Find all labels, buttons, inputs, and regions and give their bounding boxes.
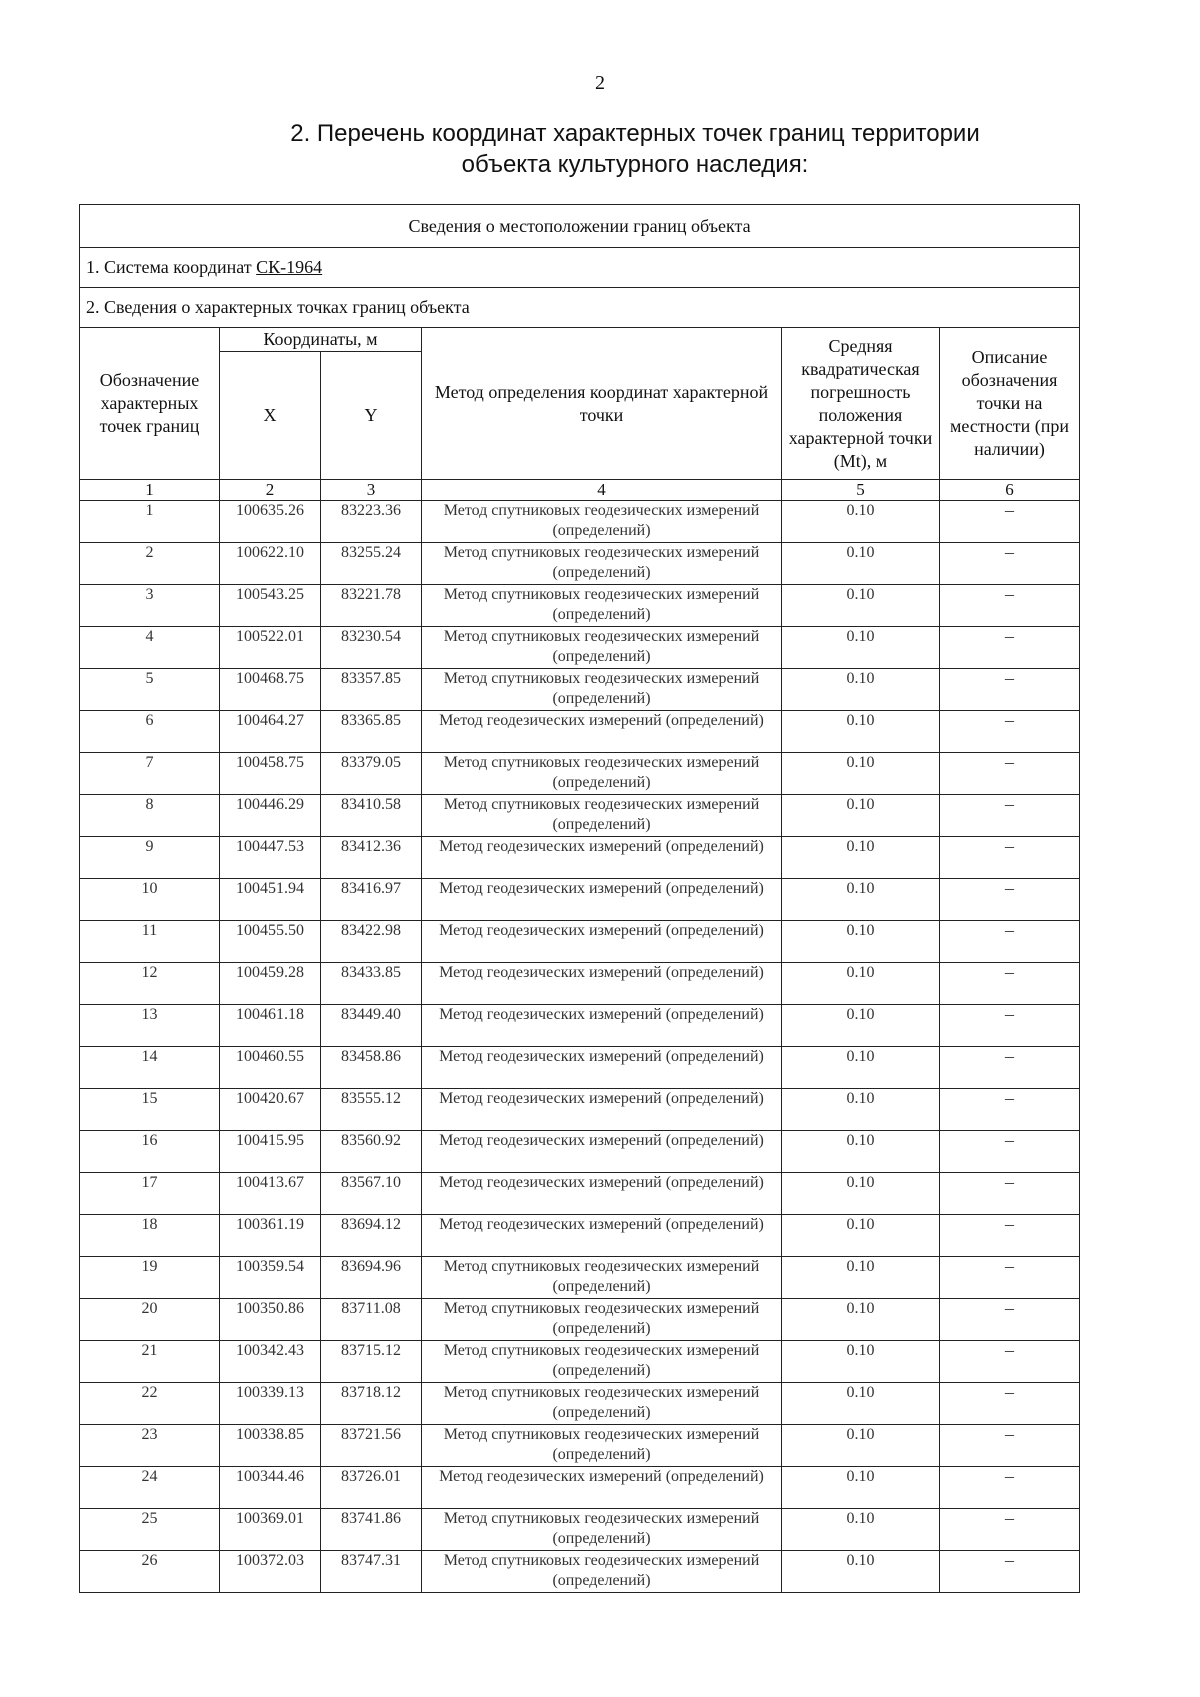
y-coordinate-cell: 83458.86: [321, 1047, 422, 1089]
error-cell: 0.10: [782, 1047, 940, 1089]
header-designation: Обозначение характерных точек границ: [80, 328, 220, 480]
point-number-cell: 26: [80, 1551, 220, 1593]
point-number-cell: 24: [80, 1467, 220, 1509]
description-cell: –: [940, 1299, 1080, 1341]
x-coordinate-cell: 100447.53: [220, 837, 321, 879]
x-coordinate-cell: 100350.86: [220, 1299, 321, 1341]
page-number: 2: [595, 72, 605, 94]
method-cell: Метод геодезических измерений (определений): [422, 921, 782, 963]
method-cell: Метод спутниковых геодезических измерений (определений): [422, 627, 782, 669]
table-row: [80, 1425, 1080, 1467]
y-coordinate-cell: 83721.56: [321, 1425, 422, 1467]
x-coordinate-cell: 100420.67: [220, 1089, 321, 1131]
error-cell: 0.10: [782, 1215, 940, 1257]
y-coordinate-cell: 83711.08: [321, 1299, 422, 1341]
point-number-cell: 18: [80, 1215, 220, 1257]
y-coordinate-cell: 83747.31: [321, 1551, 422, 1593]
method-cell: Метод геодезических измерений (определений): [422, 1215, 782, 1257]
description-cell: –: [940, 1551, 1080, 1593]
section-header: Сведения о местоположении границ объекта: [80, 205, 1080, 248]
description-cell: –: [940, 501, 1080, 543]
method-cell: Метод спутниковых геодезических измерений (определений): [422, 1425, 782, 1467]
error-cell: 0.10: [782, 837, 940, 879]
y-coordinate-cell: 83230.54: [321, 627, 422, 669]
error-cell: 0.10: [782, 1089, 940, 1131]
point-number-cell: 15: [80, 1089, 220, 1131]
point-number-cell: 3: [80, 585, 220, 627]
column-number: 5: [782, 480, 940, 501]
header-error: Средняя квадратическая погрешность положения характерной точки (Mt), м: [782, 328, 940, 480]
table-row: [80, 921, 1080, 963]
description-cell: –: [940, 711, 1080, 753]
method-cell: Метод геодезических измерений (определений): [422, 1131, 782, 1173]
x-coordinate-cell: 100522.01: [220, 627, 321, 669]
table-row: [80, 1467, 1080, 1509]
error-cell: 0.10: [782, 1173, 940, 1215]
point-number-cell: 21: [80, 1341, 220, 1383]
error-cell: 0.10: [782, 1131, 940, 1173]
y-coordinate-cell: 83255.24: [321, 543, 422, 585]
column-number: 2: [220, 480, 321, 501]
point-number-cell: 13: [80, 1005, 220, 1047]
x-coordinate-cell: 100460.55: [220, 1047, 321, 1089]
error-cell: 0.10: [782, 1467, 940, 1509]
method-cell: Метод спутниковых геодезических измерений (определений): [422, 1383, 782, 1425]
y-coordinate-cell: 83560.92: [321, 1131, 422, 1173]
description-cell: –: [940, 1047, 1080, 1089]
y-coordinate-cell: 83223.36: [321, 501, 422, 543]
method-cell: Метод спутниковых геодезических измерений (определений): [422, 1341, 782, 1383]
error-cell: 0.10: [782, 1509, 940, 1551]
x-coordinate-cell: 100372.03: [220, 1551, 321, 1593]
x-coordinate-cell: 100635.26: [220, 501, 321, 543]
x-coordinate-cell: 100543.25: [220, 585, 321, 627]
column-number-row: [80, 480, 1080, 501]
column-number: 3: [321, 480, 422, 501]
error-cell: 0.10: [782, 879, 940, 921]
document-title-line-1: 2. Перечень координат характерных точек границ территории: [290, 120, 980, 147]
table-row: [80, 879, 1080, 921]
y-coordinate-cell: 83410.58: [321, 795, 422, 837]
point-number-cell: 9: [80, 837, 220, 879]
header-x: X: [220, 352, 321, 480]
table-row: [80, 669, 1080, 711]
method-cell: Метод геодезических измерений (определений): [422, 1467, 782, 1509]
description-cell: –: [940, 795, 1080, 837]
method-cell: Метод спутниковых геодезических измерений (определений): [422, 669, 782, 711]
column-number: 6: [940, 480, 1080, 501]
y-coordinate-cell: 83726.01: [321, 1467, 422, 1509]
method-cell: Метод спутниковых геодезических измерений (определений): [422, 543, 782, 585]
table-row: [80, 543, 1080, 585]
error-cell: 0.10: [782, 1257, 940, 1299]
table-row: [80, 1173, 1080, 1215]
description-cell: –: [940, 1089, 1080, 1131]
error-cell: 0.10: [782, 711, 940, 753]
table-row: [80, 711, 1080, 753]
document-title: [260, 118, 1010, 180]
y-coordinate-cell: 83433.85: [321, 963, 422, 1005]
table-row: [80, 627, 1080, 669]
table-row: [80, 585, 1080, 627]
error-cell: 0.10: [782, 1299, 940, 1341]
table-row: [80, 1047, 1080, 1089]
method-cell: Метод спутниковых геодезических измерений (определений): [422, 1551, 782, 1593]
method-cell: Метод спутниковых геодезических измерений (определений): [422, 1509, 782, 1551]
point-number-cell: 23: [80, 1425, 220, 1467]
x-coordinate-cell: 100459.28: [220, 963, 321, 1005]
description-cell: –: [940, 753, 1080, 795]
method-cell: Метод спутниковых геодезических измерений (определений): [422, 795, 782, 837]
error-cell: 0.10: [782, 543, 940, 585]
header-method: Метод определения координат характерной точки: [422, 328, 782, 480]
description-cell: –: [940, 1341, 1080, 1383]
x-coordinate-cell: 100413.67: [220, 1173, 321, 1215]
error-cell: 0.10: [782, 1551, 940, 1593]
coordinate-system-label: 1. Система координат: [86, 257, 257, 277]
x-coordinate-cell: 100461.18: [220, 1005, 321, 1047]
error-cell: 0.10: [782, 795, 940, 837]
x-coordinate-cell: 100468.75: [220, 669, 321, 711]
x-coordinate-cell: 100464.27: [220, 711, 321, 753]
method-cell: Метод спутниковых геодезических измерений (определений): [422, 585, 782, 627]
method-cell: Метод геодезических измерений (определений): [422, 963, 782, 1005]
method-cell: Метод геодезических измерений (определений): [422, 1089, 782, 1131]
header-y: Y: [321, 352, 422, 480]
x-coordinate-cell: 100359.54: [220, 1257, 321, 1299]
point-number-cell: 5: [80, 669, 220, 711]
boundary-points-table: [79, 204, 1080, 1593]
y-coordinate-cell: 83718.12: [321, 1383, 422, 1425]
description-cell: –: [940, 879, 1080, 921]
point-number-cell: 7: [80, 753, 220, 795]
x-coordinate-cell: 100455.50: [220, 921, 321, 963]
y-coordinate-cell: 83422.98: [321, 921, 422, 963]
table-row: [80, 795, 1080, 837]
error-cell: 0.10: [782, 501, 940, 543]
column-number: 1: [80, 480, 220, 501]
point-number-cell: 4: [80, 627, 220, 669]
method-cell: Метод спутниковых геодезических измерений (определений): [422, 1299, 782, 1341]
coordinate-system-value: СК-1964: [256, 257, 323, 277]
point-number-cell: 17: [80, 1173, 220, 1215]
y-coordinate-cell: 83555.12: [321, 1089, 422, 1131]
x-coordinate-cell: 100622.10: [220, 543, 321, 585]
x-coordinate-cell: 100458.75: [220, 753, 321, 795]
y-coordinate-cell: 83694.96: [321, 1257, 422, 1299]
column-number: 4: [422, 480, 782, 501]
x-coordinate-cell: 100446.29: [220, 795, 321, 837]
table-row: [80, 1215, 1080, 1257]
description-cell: –: [940, 1425, 1080, 1467]
description-cell: –: [940, 963, 1080, 1005]
y-coordinate-cell: 83412.36: [321, 837, 422, 879]
x-coordinate-cell: 100451.94: [220, 879, 321, 921]
table-row: [80, 1299, 1080, 1341]
table-row: [80, 501, 1080, 543]
description-cell: –: [940, 1257, 1080, 1299]
error-cell: 0.10: [782, 963, 940, 1005]
y-coordinate-cell: 83365.85: [321, 711, 422, 753]
table-row: [80, 1383, 1080, 1425]
method-cell: Метод геодезических измерений (определений): [422, 837, 782, 879]
point-number-cell: 19: [80, 1257, 220, 1299]
method-cell: Метод спутниковых геодезических измерений (определений): [422, 501, 782, 543]
error-cell: 0.10: [782, 921, 940, 963]
description-cell: –: [940, 543, 1080, 585]
table-row: [80, 963, 1080, 1005]
description-cell: –: [940, 1005, 1080, 1047]
method-cell: Метод геодезических измерений (определений): [422, 711, 782, 753]
description-cell: –: [940, 837, 1080, 879]
point-number-cell: 1: [80, 501, 220, 543]
table-row: [80, 1005, 1080, 1047]
y-coordinate-cell: 83741.86: [321, 1509, 422, 1551]
x-coordinate-cell: 100361.19: [220, 1215, 321, 1257]
points-header: 2. Сведения о характерных точках границ объекта: [80, 288, 1080, 328]
header-coordinates: Координаты, м: [220, 328, 422, 352]
point-number-cell: 8: [80, 795, 220, 837]
description-cell: –: [940, 921, 1080, 963]
description-cell: –: [940, 1173, 1080, 1215]
coordinate-system-row: [80, 248, 1080, 288]
method-cell: Метод спутниковых геодезических измерений (определений): [422, 1257, 782, 1299]
error-cell: 0.10: [782, 753, 940, 795]
table-row: [80, 1341, 1080, 1383]
description-cell: –: [940, 1131, 1080, 1173]
description-cell: –: [940, 669, 1080, 711]
table-row: [80, 753, 1080, 795]
y-coordinate-cell: 83357.85: [321, 669, 422, 711]
point-number-cell: 10: [80, 879, 220, 921]
y-coordinate-cell: 83416.97: [321, 879, 422, 921]
x-coordinate-cell: 100415.95: [220, 1131, 321, 1173]
document-title-line-2: объекта культурного наследия:: [461, 151, 809, 178]
x-coordinate-cell: 100339.13: [220, 1383, 321, 1425]
x-coordinate-cell: 100342.43: [220, 1341, 321, 1383]
description-cell: –: [940, 627, 1080, 669]
error-cell: 0.10: [782, 669, 940, 711]
y-coordinate-cell: 83221.78: [321, 585, 422, 627]
table-row: [80, 1089, 1080, 1131]
description-cell: –: [940, 1215, 1080, 1257]
method-cell: Метод геодезических измерений (определений): [422, 879, 782, 921]
table-row: [80, 1509, 1080, 1551]
method-cell: Метод геодезических измерений (определений): [422, 1173, 782, 1215]
table-row: [80, 1551, 1080, 1593]
table-row: [80, 1257, 1080, 1299]
table-row: [80, 837, 1080, 879]
y-coordinate-cell: 83449.40: [321, 1005, 422, 1047]
error-cell: 0.10: [782, 1425, 940, 1467]
y-coordinate-cell: 83715.12: [321, 1341, 422, 1383]
point-number-cell: 6: [80, 711, 220, 753]
description-cell: –: [940, 585, 1080, 627]
y-coordinate-cell: 83567.10: [321, 1173, 422, 1215]
x-coordinate-cell: 100344.46: [220, 1467, 321, 1509]
y-coordinate-cell: 83379.05: [321, 753, 422, 795]
x-coordinate-cell: 100369.01: [220, 1509, 321, 1551]
description-cell: –: [940, 1383, 1080, 1425]
point-number-cell: 25: [80, 1509, 220, 1551]
error-cell: 0.10: [782, 1341, 940, 1383]
point-number-cell: 14: [80, 1047, 220, 1089]
error-cell: 0.10: [782, 1005, 940, 1047]
error-cell: 0.10: [782, 627, 940, 669]
point-number-cell: 11: [80, 921, 220, 963]
error-cell: 0.10: [782, 585, 940, 627]
point-number-cell: 22: [80, 1383, 220, 1425]
point-number-cell: 12: [80, 963, 220, 1005]
header-description: Описание обозначения точки на местности (при наличии): [940, 328, 1080, 480]
method-cell: Метод спутниковых геодезических измерений (определений): [422, 753, 782, 795]
point-number-cell: 2: [80, 543, 220, 585]
point-number-cell: 20: [80, 1299, 220, 1341]
method-cell: Метод геодезических измерений (определений): [422, 1047, 782, 1089]
point-number-cell: 16: [80, 1131, 220, 1173]
description-cell: –: [940, 1509, 1080, 1551]
table-row: [80, 1131, 1080, 1173]
x-coordinate-cell: 100338.85: [220, 1425, 321, 1467]
description-cell: –: [940, 1467, 1080, 1509]
method-cell: Метод геодезических измерений (определений): [422, 1005, 782, 1047]
y-coordinate-cell: 83694.12: [321, 1215, 422, 1257]
error-cell: 0.10: [782, 1383, 940, 1425]
